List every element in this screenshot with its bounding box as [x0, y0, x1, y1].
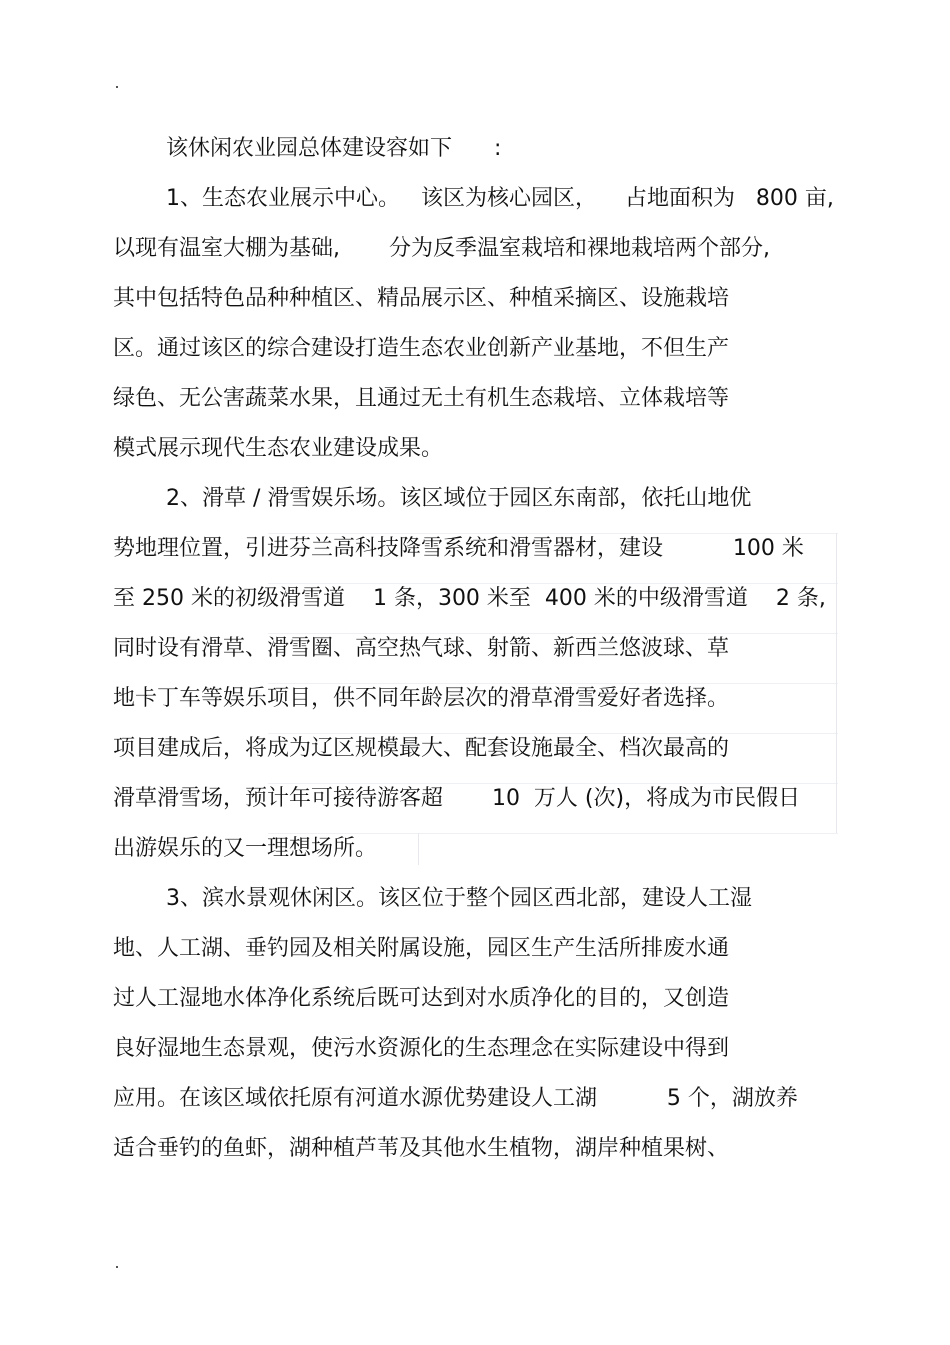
section-3-line-6: 适合垂钓的鱼虾，湖种植芦苇及其他水生植物，湖岸种植果树、 — [113, 1136, 730, 1161]
section-3-line-1: 3、滨水景观休闲区。该区位于整个园区西北部，建设人工湿 — [166, 886, 752, 911]
page-mark-top — [116, 86, 118, 88]
section-1-line-5: 绿色、无公害蔬菜水果，且通过无土有机生态栽培、立体栽培等 — [113, 386, 730, 411]
section-3-line-4: 良好湿地生态景观，使污水资源化的生态理念在实际建设中得到 — [113, 1036, 730, 1061]
section-2-line-8: 出游娱乐的又一理想场所。 — [113, 836, 378, 861]
section-2-line-3: 至 250 米的初级滑雪道 1 条，300 米至 400 米的中级滑雪道 2 条, — [113, 586, 826, 611]
section-3-line-3: 过人工湿地水体净化系统后既可达到对水质净化的目的，又创造 — [113, 986, 730, 1011]
section-2-line-2: 势地理位置，引进芬兰高科技降雪系统和滑雪器材，建设 100 米 — [113, 536, 804, 561]
page-mark-bottom — [116, 1266, 118, 1268]
intro-line: 该休闲农业园总体建设容如下 : — [166, 136, 502, 161]
section-1-line-1: 1、生态农业展示中心。 该区为核心园区， 占地面积为 800 亩, — [166, 186, 834, 211]
section-2-line-1: 2、滑草 / 滑雪娱乐场。该区域位于园区东南部，依托山地优 — [166, 486, 752, 511]
section-3-line-5: 应用。在该区域依托原有河道水源优势建设人工湖 5 个，湖放养 — [113, 1086, 798, 1111]
section-2-line-4: 同时设有滑草、滑雪圈、高空热气球、射箭、新西兰悠波球、草 — [113, 636, 730, 661]
section-2-line-6: 项目建成后，将成为辽区规模最大、配套设施最全、档次最高的 — [113, 736, 730, 761]
section-1-line-3: 其中包括特色品种种植区、精品展示区、种植采摘区、设施栽培 — [113, 286, 730, 311]
section-2-line-7: 滑草滑雪场，预计年可接待游客超 10 万人 (次)，将成为市民假日 — [113, 786, 801, 811]
section-1-line-4: 区。通过该区的综合建设打造生态农业创新产业基地，不但生产 — [113, 336, 730, 361]
section-1-line-2: 以现有温室大棚为基础, 分为反季温室栽培和裸地栽培两个部分, — [113, 236, 770, 261]
section-3-line-2: 地、人工湖、垂钓园及相关附属设施，园区生产生活所排废水通 — [113, 936, 730, 961]
section-1-line-6: 模式展示现代生态农业建设成果。 — [113, 436, 444, 461]
section-2-line-5: 地卡丁车等娱乐项目，供不同年龄层次的滑草滑雪爱好者选择。 — [113, 686, 730, 711]
